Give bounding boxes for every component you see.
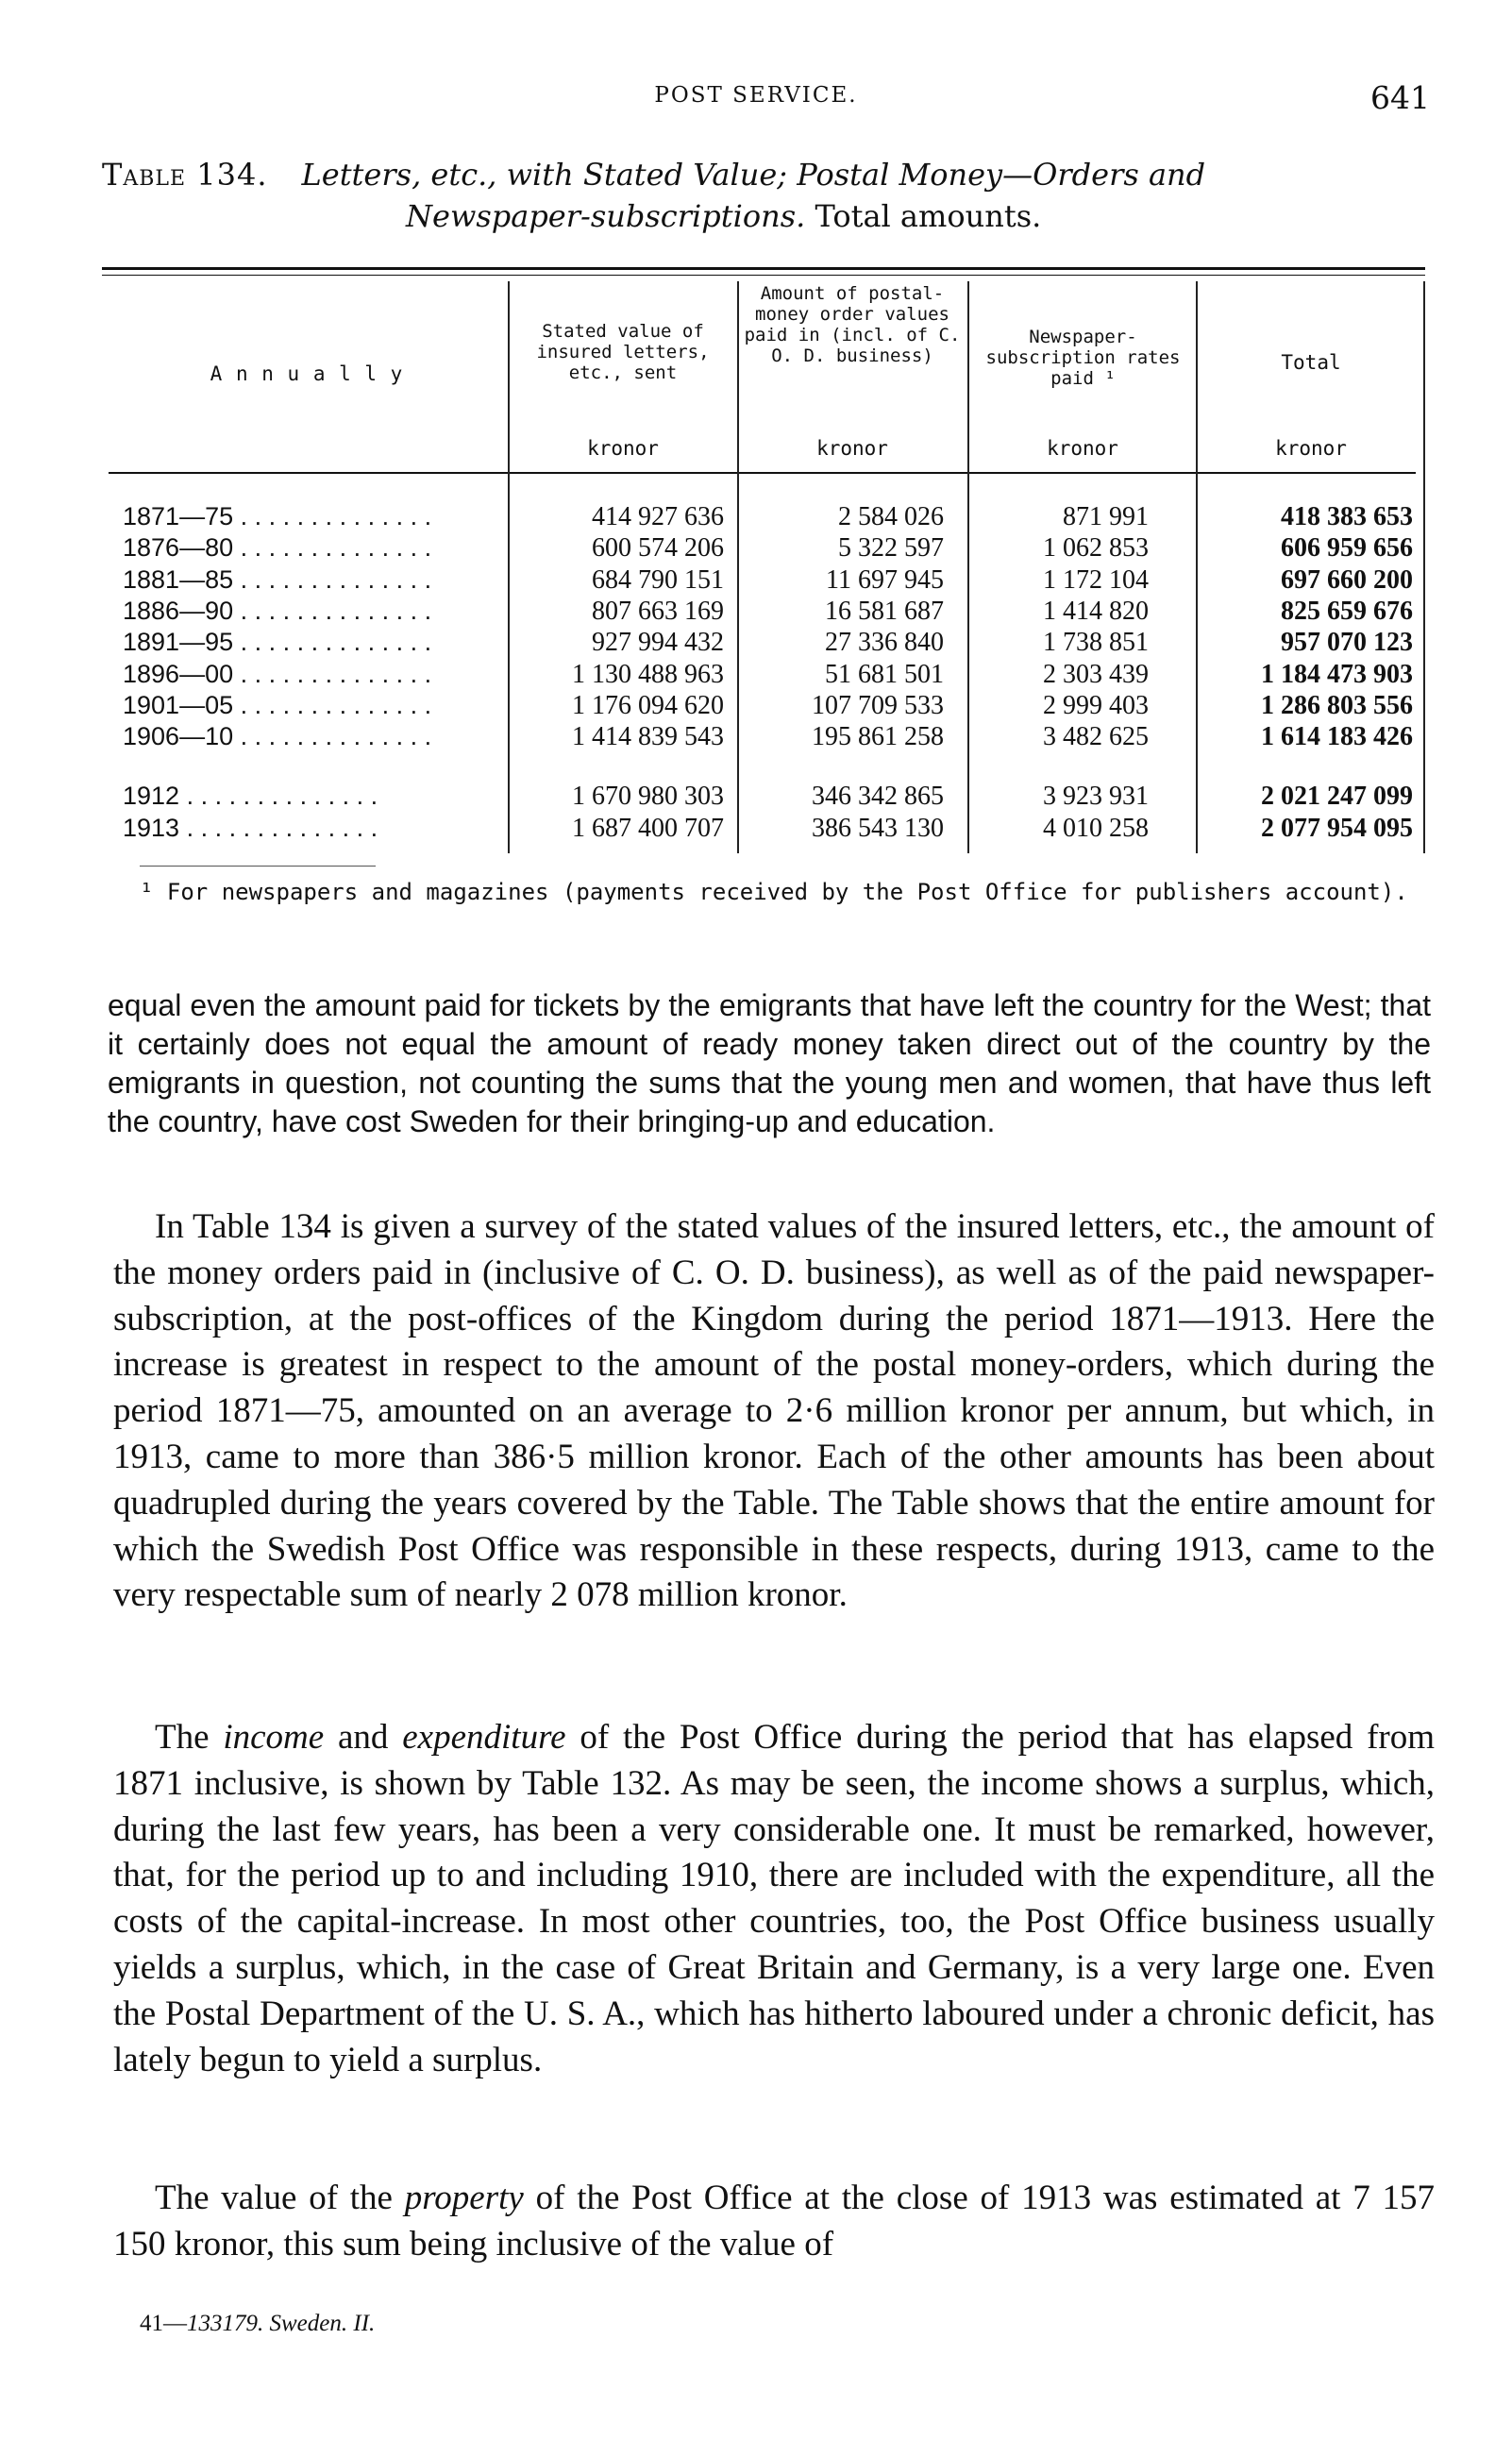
- header-total: Total: [1281, 351, 1341, 374]
- cell-newspaper: 1 738 851: [1043, 628, 1149, 658]
- leader-dots: . . . . . . . . . . . . . .: [233, 690, 432, 719]
- table-row: [0, 660, 1512, 691]
- cell-total: 1 614 183 426: [1261, 722, 1413, 752]
- header-newspaper: Newspaper-subscription rates paid ¹: [985, 327, 1181, 389]
- leader-dots: . . . . . . . . . . . . . .: [233, 533, 432, 563]
- cell-newspaper: 3 923 931: [1043, 782, 1149, 812]
- paragraph-3-text-b: and: [324, 1718, 403, 1757]
- cell-stated-value: 1 414 839 543: [572, 722, 724, 752]
- page-number: 641: [1370, 79, 1430, 116]
- cell-period: [123, 502, 500, 531]
- cell-money-orders: 346 342 865: [812, 782, 944, 812]
- period-label: 1876—80: [123, 533, 234, 563]
- cell-stated-value: 1 670 980 303: [572, 782, 724, 812]
- cell-newspaper: 1 414 820: [1043, 596, 1149, 626]
- cell-money-orders: 195 861 258: [812, 722, 944, 752]
- cell-newspaper: 3 482 625: [1043, 722, 1149, 752]
- cell-total: 418 383 653: [1281, 502, 1413, 531]
- paragraph-2: [113, 1204, 1435, 1619]
- unit-total: kronor: [1275, 437, 1347, 460]
- cell-newspaper: 2 999 403: [1043, 690, 1149, 720]
- period-label: 1901—05: [123, 690, 234, 719]
- table-row: [0, 722, 1512, 753]
- cell-total: 606 959 656: [1281, 533, 1413, 564]
- paragraph-4-text-a: The value of the: [155, 2179, 405, 2217]
- cell-period: [123, 691, 500, 720]
- table-row: [0, 782, 1512, 813]
- leader-dots: . . . . . . . . . . . . . .: [233, 628, 432, 657]
- emphasis-income: income: [223, 1718, 325, 1757]
- cell-stated-value: 684 790 151: [592, 564, 724, 595]
- cell-money-orders: 16 581 687: [825, 596, 944, 626]
- cell-money-orders: 27 336 840: [825, 628, 944, 658]
- period-label: 1891—95: [123, 628, 234, 657]
- table-footnote: ¹ For newspapers and magazines (payments received by the Post Office for publishers account).: [140, 879, 1408, 905]
- cell-newspaper: 2 303 439: [1043, 659, 1149, 689]
- period-label: 1912: [123, 782, 180, 811]
- cell-period: [123, 814, 500, 843]
- cell-stated-value: 1 130 488 963: [572, 659, 724, 689]
- leader-dots: . . . . . . . . . . . . . .: [179, 782, 378, 811]
- cell-total: 957 070 123: [1281, 628, 1413, 658]
- emphasis-expenditure: expenditure: [402, 1718, 566, 1757]
- paragraph-4: [113, 2176, 1435, 2268]
- cell-total: 1 286 803 556: [1261, 690, 1413, 720]
- cell-stated-value: 1 687 400 707: [572, 813, 724, 843]
- cell-newspaper: 1 172 104: [1043, 564, 1149, 595]
- cell-period: [123, 722, 500, 751]
- table-top-rule: [102, 267, 1425, 270]
- unit-news: kronor: [1047, 437, 1118, 460]
- table-label: Table 134.: [102, 157, 268, 193]
- cell-newspaper: 4 010 258: [1043, 813, 1149, 843]
- cell-period: [123, 782, 500, 811]
- running-head: POST SERVICE.: [654, 83, 858, 108]
- cell-money-orders: 386 543 130: [812, 813, 944, 843]
- cell-total: 1 184 473 903: [1261, 659, 1413, 689]
- table-caption: [102, 154, 1442, 237]
- cell-period: [123, 660, 500, 689]
- period-label: 1881—85: [123, 564, 234, 594]
- table-title-line1: Letters, etc., with Stated Value; Postal Money—Orders and: [301, 157, 1206, 193]
- cell-stated-value: 807 663 169: [592, 596, 724, 626]
- printer-signature: [140, 2311, 375, 2337]
- header-annually: A n n u a l l y: [210, 362, 404, 385]
- signature-text: 133179. Sweden. II.: [187, 2311, 376, 2336]
- cell-stated-value: 600 574 206: [592, 533, 724, 564]
- leader-dots: . . . . . . . . . . . . . .: [233, 722, 432, 751]
- signature-number: 41—: [140, 2311, 187, 2336]
- cell-period: [123, 565, 500, 595]
- cell-total: 697 660 200: [1281, 564, 1413, 595]
- table-row: [0, 533, 1512, 564]
- table-top-rule-thin: [102, 275, 1425, 276]
- paragraph-2-text: In Table 134 is given a survey of the stated values of the insured letters, etc., the amount of the money orders paid in (inclusive of C. O. D. business), as well as of the paid newspaper-subscription, at the post-offices of the Kingdom during the period 1871—1913. Here the increase is greatest in respect to the amount of the postal money-orders, which during the period 1871—75, amounted on an average to 2·6 million kronor per annum, but which, in 1913, came to more than 386·5 million kronor. Each of the other amounts has been about quadrupled during the years covered by the Table. The Table shows that the entire amount for which the Swedish Post Office was responsible in these respects, during 1913, came to the very respectable sum of nearly 2 078 million kronor.: [113, 1207, 1435, 1615]
- paragraph-4-text-b: of the Post Office at the close of 1913 was estimated at 7 157 150 kronor, this sum being inclusive of the value of: [113, 2179, 1435, 2263]
- table-row: [0, 814, 1512, 845]
- cell-period: [123, 597, 500, 626]
- header-money-orders: Amount of postal-money order values paid in (incl. of C. O. D. business): [744, 283, 961, 366]
- paragraph-1: equal even the amount paid for tickets by the emigrants that have left the country for the West; that it certainly does not equal the amount of ready money taken direct out of the country by the emigrants in question, not counting the sums that the young men and women, that have thus left the country, have cost Sweden for their bringing-up and education.: [108, 988, 1431, 1138]
- cell-total: 2 077 954 095: [1261, 813, 1413, 843]
- leader-dots: . . . . . . . . . . . . . .: [233, 659, 432, 688]
- period-label: 1906—10: [123, 722, 234, 751]
- header-stated-value: Stated value of insured letters, etc., sent: [536, 321, 710, 383]
- leader-dots: . . . . . . . . . . . . . .: [233, 596, 432, 625]
- cell-money-orders: 107 709 533: [812, 690, 944, 720]
- paragraph-3-text-c: of the Post Office during the period that has elapsed from 1871 inclusive, is shown by Table 132. As may be seen, the income shows a surplus, which, during the last few years, has been a very considerable one. It must be remarked, however, that, for the period up to and including 1910, there are included with the expenditure, all the costs of the capital-increase. In most other countries, too, the Post Office business usually yields a surplus, which, in the case of Great Britain and Germany, is a very large one. Even the Postal Department of the U. S. A., which has hitherto laboured under a chronic deficit, has lately begun to yield a surplus.: [113, 1718, 1435, 2079]
- period-label: 1896—00: [123, 659, 234, 688]
- table-row: [0, 628, 1512, 659]
- cell-newspaper: 1 062 853: [1043, 533, 1149, 564]
- cell-money-orders: 2 584 026: [838, 502, 944, 531]
- paragraph-3-text-a: The: [155, 1718, 224, 1757]
- table-title-line2: Newspaper-subscriptions.: [406, 198, 806, 234]
- emphasis-property: property: [404, 2179, 524, 2217]
- footnote-rule: [140, 866, 376, 867]
- table-title-suffix: Total amounts.: [815, 198, 1042, 234]
- period-label: 1913: [123, 813, 180, 842]
- cell-period: [123, 533, 500, 563]
- paragraph-3: [113, 1715, 1435, 2083]
- table-header-rule: [109, 472, 1416, 474]
- cell-money-orders: 11 697 945: [826, 564, 944, 595]
- table-row: [0, 597, 1512, 628]
- cell-money-orders: 5 322 597: [838, 533, 944, 564]
- cell-stated-value: 1 176 094 620: [572, 690, 724, 720]
- cell-total: 825 659 676: [1281, 596, 1413, 626]
- cell-newspaper: 871 991: [1063, 502, 1149, 531]
- period-label: 1886—90: [123, 596, 234, 625]
- cell-stated-value: 414 927 636: [592, 502, 724, 531]
- table-row: [0, 691, 1512, 722]
- cell-total: 2 021 247 099: [1261, 782, 1413, 812]
- unit-stated: kronor: [587, 437, 659, 460]
- table-row: [0, 565, 1512, 597]
- leader-dots: . . . . . . . . . . . . . .: [233, 502, 432, 530]
- leader-dots: . . . . . . . . . . . . . .: [233, 564, 432, 594]
- leader-dots: . . . . . . . . . . . . . .: [179, 813, 378, 842]
- period-label: 1871—75: [123, 502, 234, 530]
- cell-money-orders: 51 681 501: [825, 659, 944, 689]
- cell-stated-value: 927 994 432: [592, 628, 724, 658]
- unit-money: kronor: [816, 437, 888, 460]
- table-row: [0, 502, 1512, 533]
- cell-period: [123, 628, 500, 657]
